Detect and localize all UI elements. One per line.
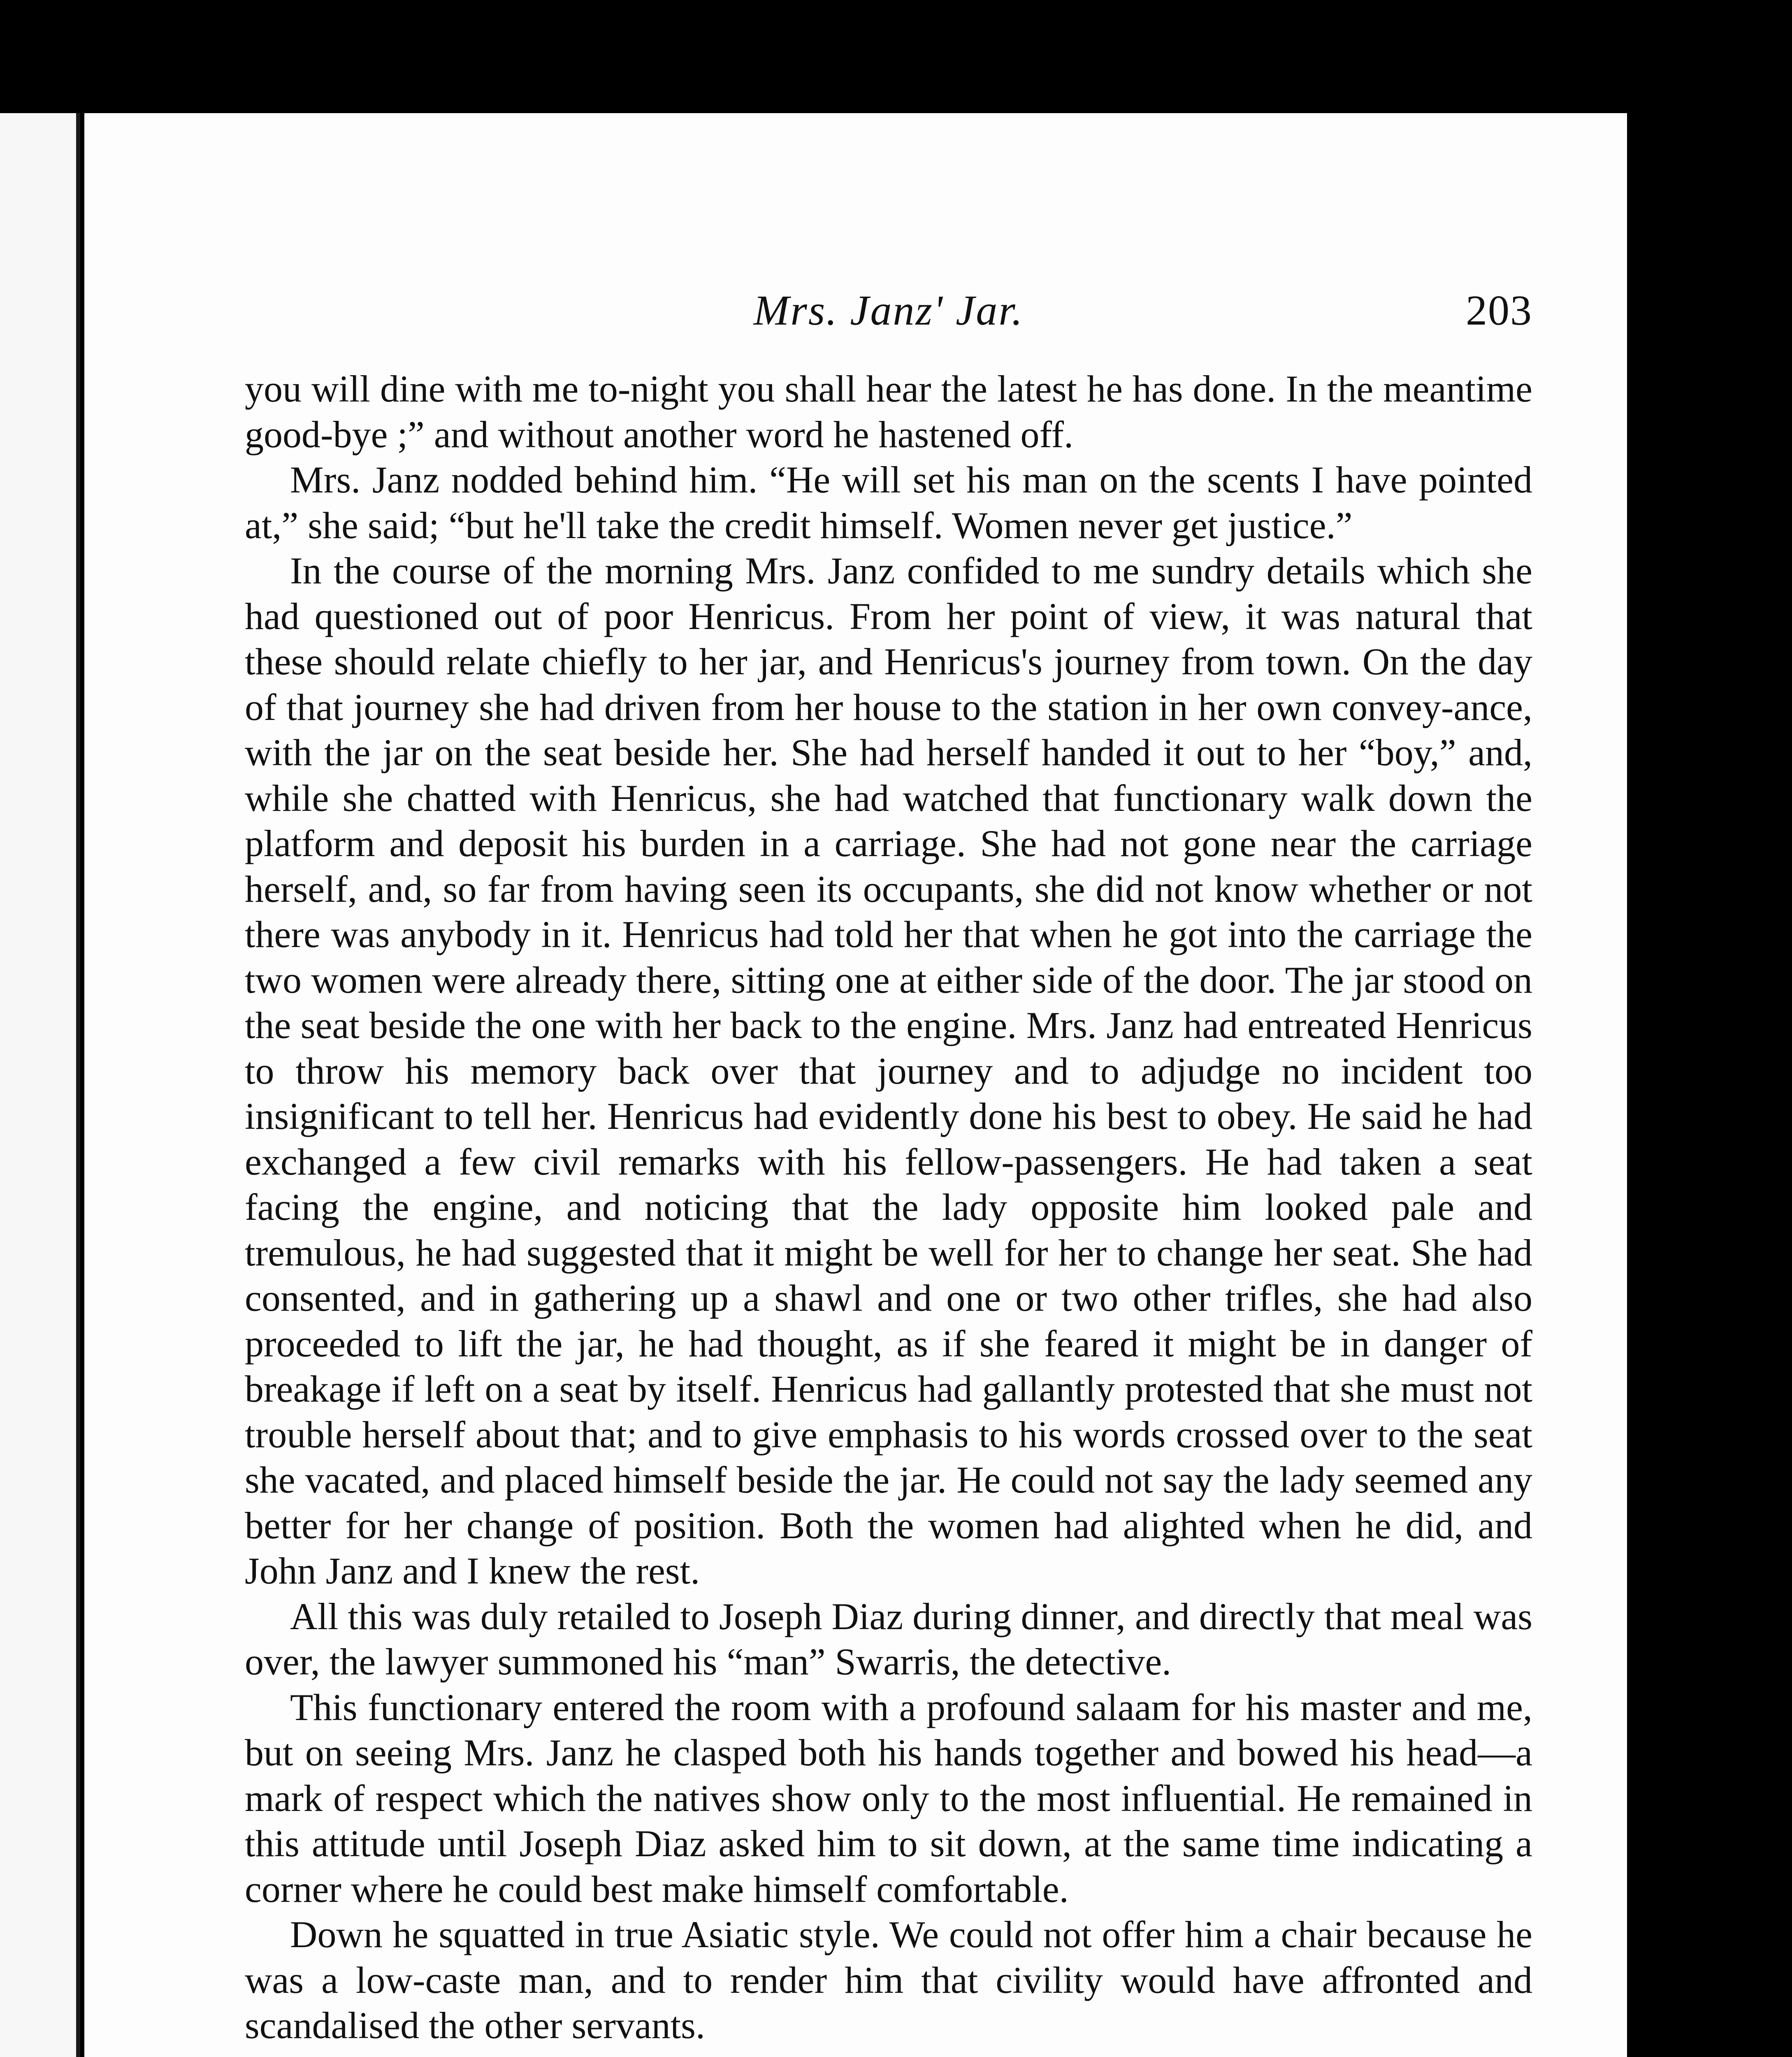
running-head bbox=[245, 286, 1532, 368]
paragraph: This functionary entered the room with a profound salaam for his master and me, but on seeing Mrs. Janz he clasped both his hands together and bowed his head—a mark of respect which the natives show only to the most influential. He remained in this attitude until Joseph Diaz asked him to sit down, at the same time indicating a corner where he could best make himself comfortable. bbox=[245, 1686, 1532, 1910]
book-page bbox=[84, 113, 1627, 2057]
page-number: 203 bbox=[1466, 287, 1532, 334]
paragraph: In the course of the morning Mrs. Janz confided to me sundry details which she had questioned out of poor Henricus. From her point of view, it was natural that these should relate chiefly to her jar, and Henricus's journey from town. On the day of that journey she had driven from her house to the station in her own convey-ance, with the jar on the seat beside her. She had herself handed it out to her “boy,” and, while she chatted with Henricus, she had watched that functionary walk down the platform and deposit his burden in a carriage. She had not gone near the carriage herself, and, so far from having seen its occupants, she did not know whether or not there was anybody in it. Henricus had told her that when he got into the carriage the two women were already there, sitting one at either side of the door. The jar stood on the seat beside the one with her back to the engine. Mrs. Janz had entreated Henricus to throw his memory back over that journey and to adjudge no incident too insignificant to tell her. Henricus had evidently done his best to obey. He said he had exchanged a few civil remarks with his fellow-passengers. He had taken a seat facing the engine, and noticing that the lady opposite him looked pale and tremulous, he had suggested that it might be well for her to change her seat. She had consented, and in gathering up a shawl and one or two other trifles, she had also proceeded to lift the jar, he had thought, as if she feared it might be in danger of breakage if left on a seat by itself. Henricus had gallantly protested that she must not trouble herself about that; and to give emphasis to his words crossed over to the seat she vacated, and placed himself beside the jar. He could not say the lady seemed any better for her change of position. Both the women had alighted when he did, and John Janz and I knew the rest. bbox=[245, 550, 1532, 1592]
previous-page-edge bbox=[0, 113, 80, 2057]
paragraph: Down he squatted in true Asiatic style. We could not offer him a chair because he was a low-caste man, and to render him that civility would have affronted and scandalised the other servants. bbox=[245, 1913, 1532, 2046]
paragraph-continued: you will dine with me to-night you shall hear the latest he has done. In the meantime good-bye ;” and without another word he hastened off. bbox=[245, 368, 1532, 455]
paragraph: Mrs. Janz nodded behind him. “He will set his man on the scents I have pointed at,” she said; “but he'll take the credit himself. Women never get justice.” bbox=[245, 459, 1532, 546]
running-title: Mrs. Janz' Jar. bbox=[753, 287, 1024, 334]
paragraph: All this was duly retailed to Joseph Diaz during dinner, and directly that meal was over, the lawyer summoned his “man” Swarris, the detective. bbox=[245, 1595, 1532, 1683]
body-text bbox=[245, 366, 1532, 2048]
